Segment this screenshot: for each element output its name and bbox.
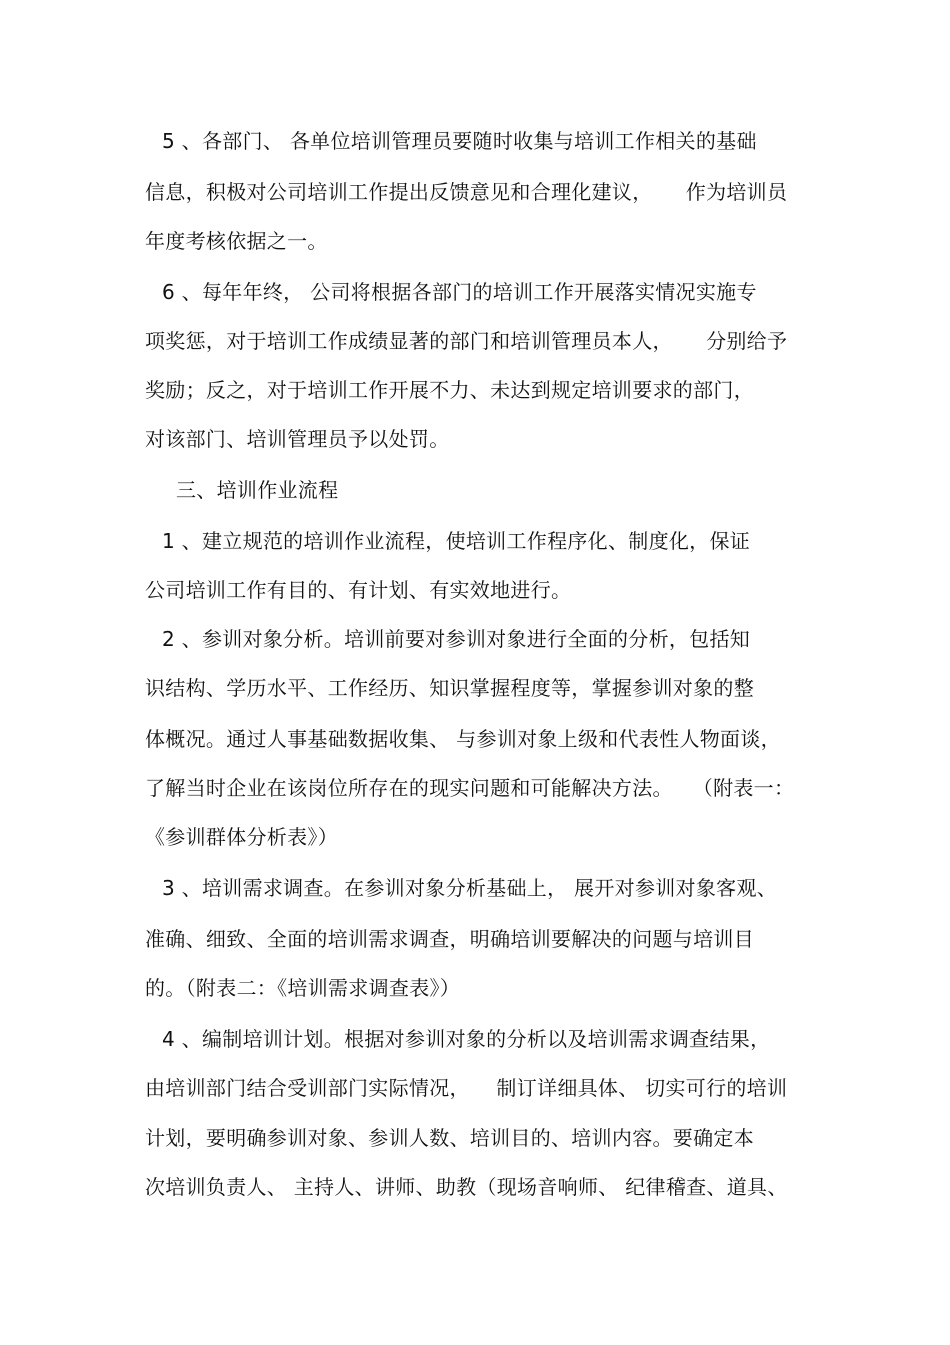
step-2-line-2: 识结构、学历水平、工作经历、知识掌握程度等，掌握参训对象的整: [145, 676, 754, 700]
step-2-line-4: 了解当时企业在该岗位所存在的现实问题和可能解决方法。 （附表一：: [145, 776, 795, 800]
paragraph-5-line-2: 信息，积极对公司培训工作提出反馈意见和合理化建议， 作为培训员: [145, 180, 788, 204]
step-3-line-1: 3 、培训需求调查。在参训对象分析基础上， 展开对参训对象客观、: [162, 876, 778, 900]
step-1-line-1: 1 、建立规范的培训作业流程，使培训工作程序化、制度化，保证: [162, 529, 751, 553]
paragraph-5-line-3: 年度考核依据之一。: [145, 229, 328, 253]
step-4-line-4: 次培训负责人、 主持人、讲师、助教（现场音响师、 纪律稽查、道具、: [145, 1175, 788, 1199]
step-1-line-2: 公司培训工作有目的、有计划、有实效地进行。: [145, 578, 572, 602]
step-3-line-2: 准确、细致、全面的培训需求调查，明确培训要解决的问题与培训目: [145, 927, 754, 951]
section-heading: 三、培训作业流程: [176, 478, 339, 502]
paragraph-6-line-3: 奖励；反之，对于培训工作开展不力、未达到规定培训要求的部门，: [145, 378, 754, 402]
step-4-line-2: 由培训部门结合受训部门实际情况， 制订详细具体、 切实可行的培训: [145, 1076, 788, 1100]
paragraph-5-line-1: 5 、各部门、 各单位培训管理员要随时收集与培训工作相关的基础: [162, 129, 757, 153]
paragraph-6-line-1: 6 、每年年终， 公司将根据各部门的培训工作开展落实情况实施专: [162, 280, 757, 304]
step-4-line-1: 4 、编制培训计划。根据对参训对象的分析以及培训需求调查结果，: [162, 1027, 771, 1051]
paragraph-6-line-4: 对该部门、培训管理员予以处罚。: [145, 427, 450, 451]
step-3-line-3: 的。（附表二：《培训需求调查表》）: [145, 976, 461, 1000]
step-2-line-5: 《参训群体分析表》）: [145, 825, 338, 849]
paragraph-6-line-2: 项奖惩，对于培训工作成绩显著的部门和培训管理员本人， 分别给予: [145, 329, 788, 353]
step-2-line-3: 体概况。通过人事基础数据收集、 与参训对象上级和代表性人物面谈，: [145, 727, 781, 751]
step-2-line-1: 2 、参训对象分析。培训前要对参训对象进行全面的分析，包括知: [162, 627, 751, 651]
step-4-line-3: 计划，要明确参训对象、参训人数、培训目的、培训内容。要确定本: [145, 1126, 754, 1150]
